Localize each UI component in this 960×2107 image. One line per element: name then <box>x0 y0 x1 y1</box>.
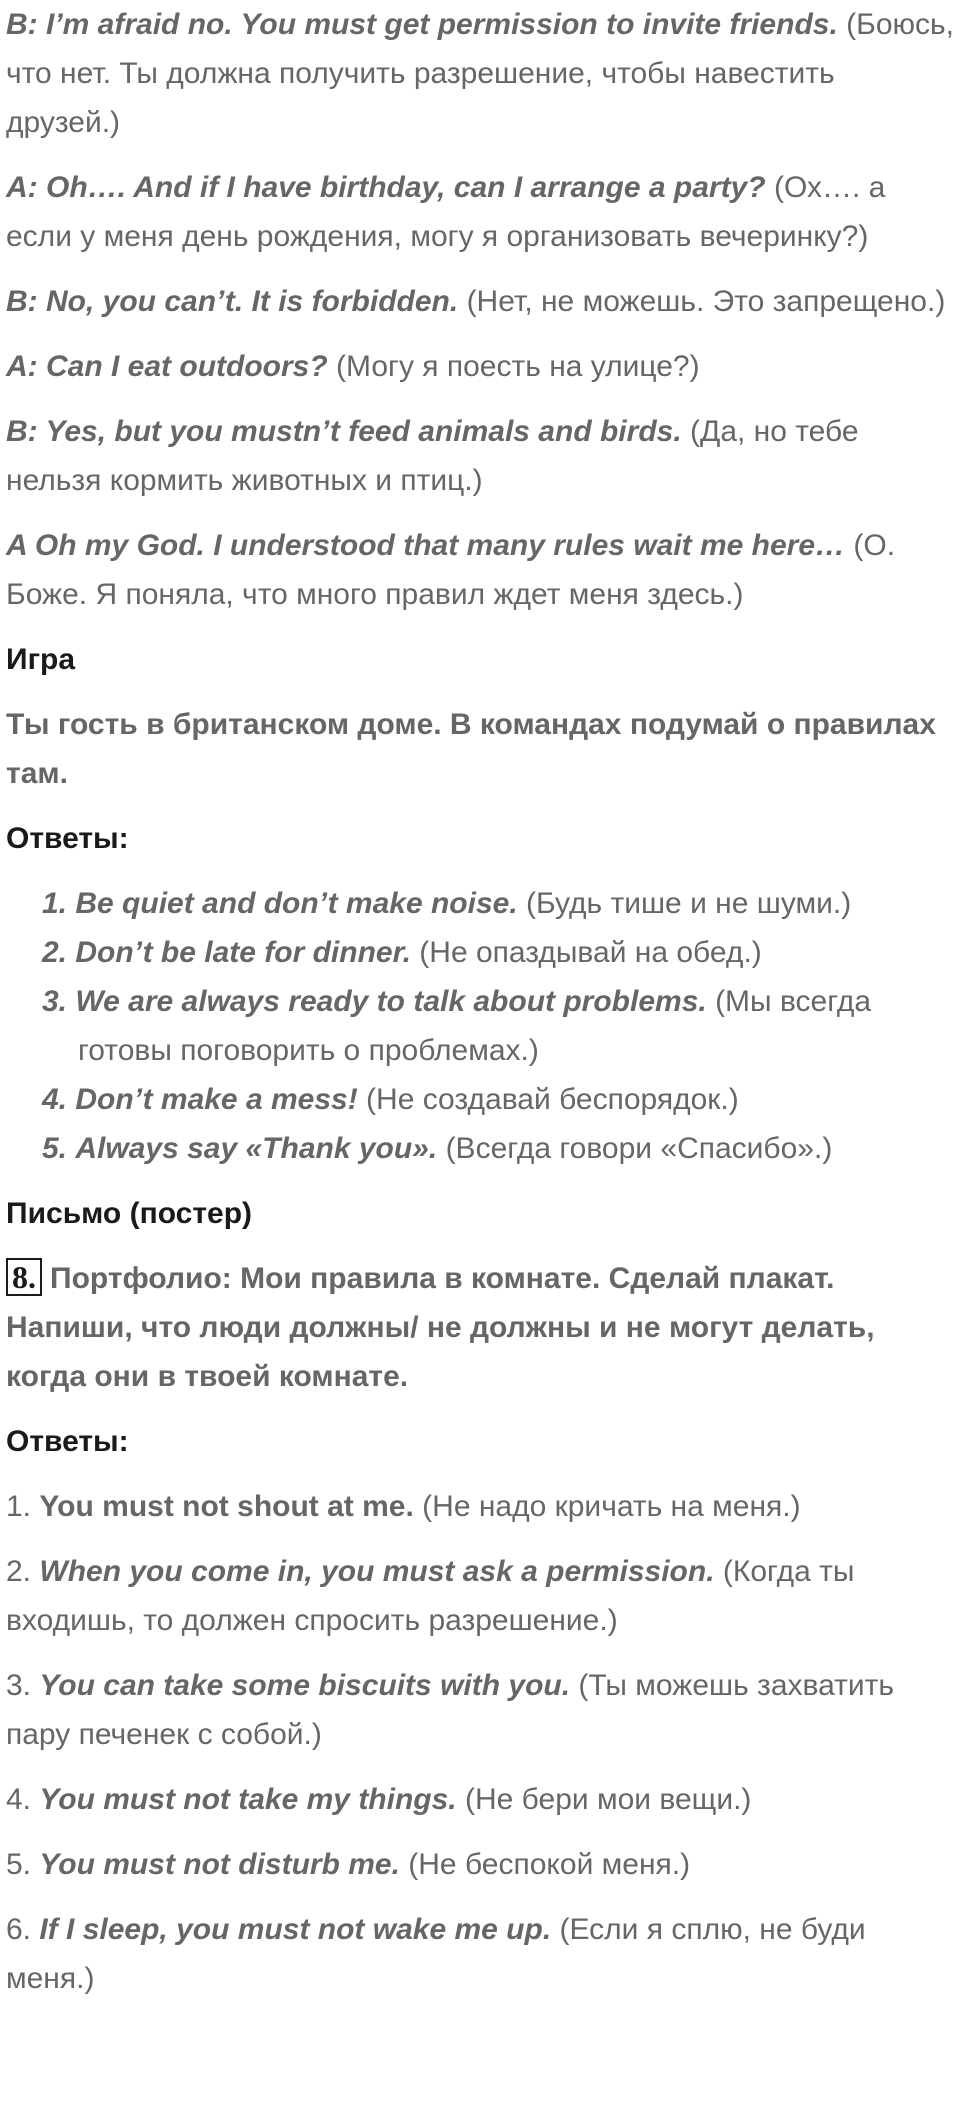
dialogue-translation: (О. Боже. Я поняла, что много правил ждет меня здесь.) <box>6 529 896 611</box>
dialogue-english: B: Yes, but you mustn’t feed animals and birds. <box>6 415 682 448</box>
dialogue-translation: (Могу я поесть на улице?) <box>336 350 700 383</box>
item-number: 3. <box>6 1669 32 1702</box>
dialogue-english: A Oh my God. I understood that many rules wait me here… <box>6 529 846 562</box>
item-number: 3. <box>42 985 68 1018</box>
item-english: You must not take my things. <box>39 1783 457 1816</box>
dialogue-translation: (Ох…. а если у меня день рождения, могу я организовать вечеринку?) <box>6 171 886 253</box>
task-number-box: 8. <box>6 1258 42 1296</box>
writing-task <box>6 1254 954 1401</box>
list-item <box>6 1905 954 2003</box>
dialogue-translation: (Нет, не можешь. Это запрещено.) <box>466 285 946 318</box>
dialogue-line <box>6 407 954 505</box>
item-translation: (Ты можешь захватить пару печенек с собой.) <box>6 1669 894 1751</box>
dialogue-line <box>6 342 954 391</box>
writing-task-text: Портфолио: Мои правила в комнате. Сделай плакат. Напиши, что люди должны/ не должны и не могут делать, когда они в твоей комнате. <box>6 1262 875 1393</box>
dialogue-english: A: Oh…. And if I have birthday, can I arrange a party? <box>6 171 766 204</box>
list-item <box>6 928 954 977</box>
list-item <box>6 1775 954 1824</box>
item-english: Always say «Thank you». <box>75 1132 438 1165</box>
item-translation: (Не создавай беспорядок.) <box>366 1083 739 1116</box>
item-number: 4. <box>42 1083 68 1116</box>
answers-heading: Ответы: <box>6 1425 129 1458</box>
item-number: 5. <box>42 1132 68 1165</box>
answers-heading: Ответы: <box>6 822 129 855</box>
item-number: 1. <box>6 1490 32 1523</box>
item-english: You must not shout at me. <box>39 1490 414 1523</box>
dialogue-english: B: No, you can’t. It is forbidden. <box>6 285 459 318</box>
item-english: If I sleep, you must not wake me up. <box>39 1913 552 1946</box>
game-answers-list <box>6 879 954 1173</box>
item-english: We are always ready to talk about problems. <box>75 985 707 1018</box>
dialogue-line <box>6 163 954 261</box>
item-translation: (Не бери мои вещи.) <box>464 1783 752 1816</box>
section-heading-writing: Письмо (постер) <box>6 1197 253 1230</box>
dialogue-translation: (Боюсь, что нет. Ты должна получить разрешение, чтобы навестить друзей.) <box>6 8 954 139</box>
item-translation: (Всегда говори «Спасибо».) <box>445 1132 833 1165</box>
item-english: When you come in, you must ask a permission. <box>39 1555 715 1588</box>
list-item <box>6 977 954 1075</box>
item-english: You can take some biscuits with you. <box>39 1669 571 1702</box>
item-translation: (Не надо кричать на меня.) <box>422 1490 801 1523</box>
item-english: You must not disturb me. <box>39 1848 400 1881</box>
list-item <box>6 1482 954 1531</box>
dialogue-english: A: Can I eat outdoors? <box>6 350 328 383</box>
item-translation: (Если я сплю, не буди меня.) <box>6 1913 866 1995</box>
item-translation: (Будь тише и не шуми.) <box>526 887 852 920</box>
item-number: 2. <box>42 936 68 969</box>
list-item <box>6 1547 954 1645</box>
item-english: Be quiet and don’t make noise. <box>75 887 518 920</box>
list-item <box>6 879 954 928</box>
list-item <box>6 1840 954 1889</box>
item-translation: (Не беспокой меня.) <box>408 1848 691 1881</box>
dialogue-line <box>6 277 954 326</box>
item-english: Don’t make a mess! <box>75 1083 358 1116</box>
list-item <box>6 1075 954 1124</box>
item-number: 5. <box>6 1848 32 1881</box>
item-translation: (Не опаздывай на обед.) <box>419 936 762 969</box>
item-number: 1. <box>42 887 68 920</box>
item-number: 4. <box>6 1783 32 1816</box>
dialogue-english: B: I’m afraid no. You must get permission to invite friends. <box>6 8 838 41</box>
game-task: Ты гость в британском доме. В командах подумай о правилах там. <box>6 708 936 790</box>
list-item <box>6 1124 954 1173</box>
dialogue-line <box>6 0 954 147</box>
dialogue-line <box>6 521 954 619</box>
list-item <box>6 1661 954 1759</box>
item-number: 2. <box>6 1555 32 1588</box>
dialogue-translation: (Да, но тебе нельзя кормить животных и птиц.) <box>6 415 859 497</box>
item-translation: (Когда ты входишь, то должен спросить разрешение.) <box>6 1555 855 1637</box>
item-english: Don’t be late for dinner. <box>75 936 411 969</box>
item-translation: (Мы всегда готовы поговорить о проблемах.) <box>78 985 872 1067</box>
item-number: 6. <box>6 1913 32 1946</box>
section-heading-game: Игра <box>6 643 76 676</box>
